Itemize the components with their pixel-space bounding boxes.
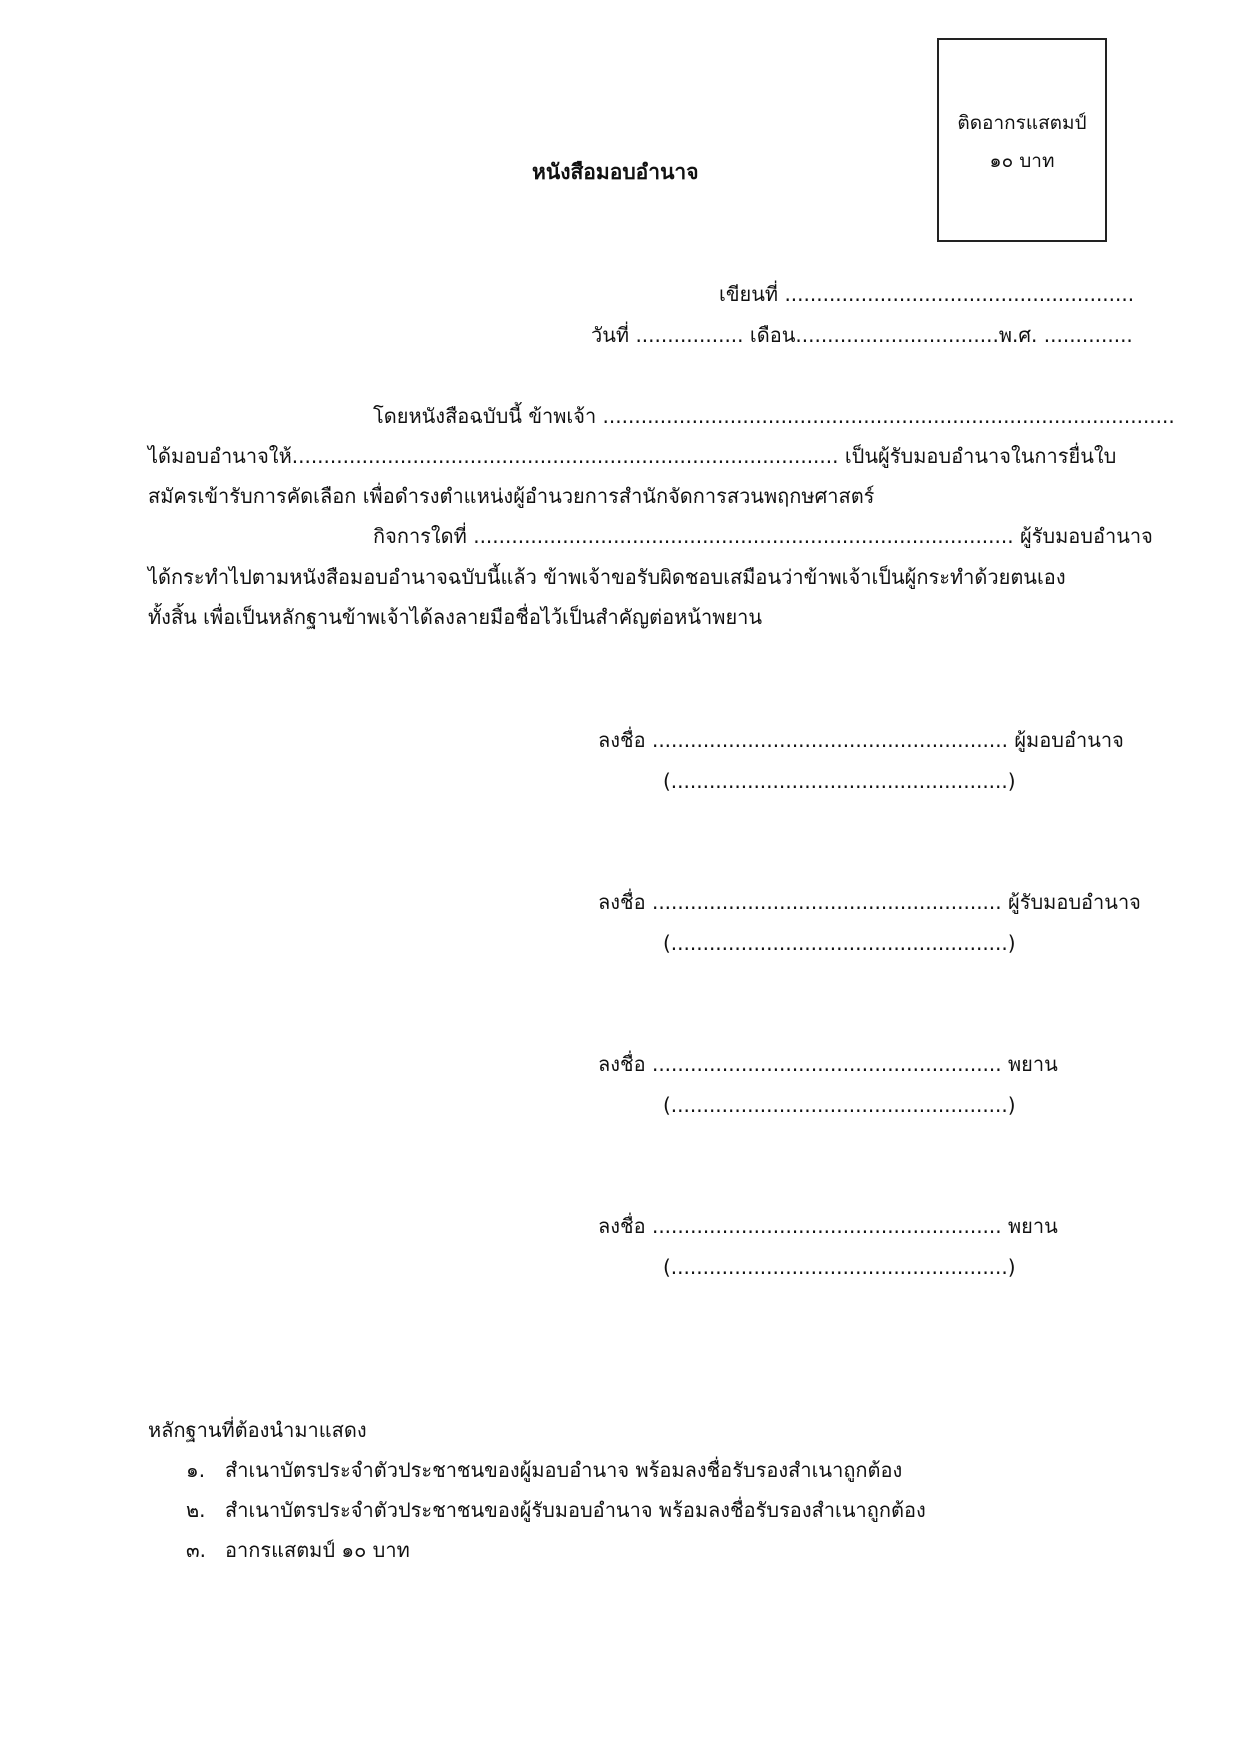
written-at-line: เขียนที่ ....................................................... (719, 282, 1135, 306)
evidence-item-number: ๓. (186, 1538, 207, 1562)
signature-grantor-line: ลงชื่อ ........................................................ ผู้มอบอำนาจ (598, 728, 1124, 752)
evidence-item-text: อากรแสตมป์ ๑๐ บาท (225, 1538, 410, 1562)
stamp-amount: ๑๐ บาท (989, 150, 1055, 172)
body-line-witness: ทั้งสิ้น เพื่อเป็นหลักฐานข้าพเจ้าได้ลงลายมือชื่อไว้เป็นสำคัญต่อหน้าพยาน (148, 605, 763, 629)
body-line-acts: กิจการใดที่ ..................................................................................... ผู้รับมอบอำนาจ (373, 524, 1153, 548)
body-line-responsibility: ได้กระทำไปตามหนังสือมอบอำนาจฉบับนี้แล้ว ข้าพเจ้าขอรับผิดชอบเสมือนว่าข้าพเจ้าเป็นผู้กระทำด้วยตนเอง (148, 565, 1066, 589)
evidence-heading: หลักฐานที่ต้องนำมาแสดง (148, 1418, 367, 1442)
evidence-item-number: ๒. (186, 1498, 206, 1522)
evidence-item-text: สำเนาบัตรประจำตัวประชาชนของผู้มอบอำนาจ พร้อมลงชื่อรับรองสำเนาถูกต้อง (225, 1458, 903, 1482)
body-line-grantee: ได้มอบอำนาจให้...................................................................................... เป็นผู้รับมอบอำนาจในการยื่นใบ (148, 444, 1117, 468)
evidence-item-text: สำเนาบัตรประจำตัวประชาชนของผู้รับมอบอำนาจ พร้อมลงชื่อรับรองสำเนาถูกต้อง (225, 1498, 926, 1522)
signature-witness2-name: (.....................................................) (663, 1255, 1016, 1279)
signature-witness1-name: (.....................................................) (663, 1093, 1016, 1117)
body-line-grantor: โดยหนังสือฉบับนี้ ข้าพเจ้า .......................................................................................... (373, 404, 1175, 428)
stamp-box (937, 38, 1107, 242)
date-line: วันที่ ................. เดือน................................พ.ศ. .............. (591, 323, 1133, 347)
body-line-purpose: สมัครเข้ารับการคัดเลือก เพื่อดำรงตำแหน่งผู้อำนวยการสำนักจัดการสวนพฤกษศาสตร์ (148, 484, 875, 508)
signature-witness2-line: ลงชื่อ ....................................................... พยาน (598, 1214, 1058, 1238)
signature-grantor-name: (.....................................................) (663, 769, 1016, 793)
document-title: หนังสือมอบอำนาจ (532, 160, 699, 184)
signature-grantee-line: ลงชื่อ ....................................................... ผู้รับมอบอำนาจ (598, 890, 1141, 914)
stamp-label: ติดอากรแสตมป์ (957, 112, 1087, 134)
evidence-item-number: ๑. (186, 1458, 206, 1482)
signature-grantee-name: (.....................................................) (663, 931, 1016, 955)
signature-witness1-line: ลงชื่อ ....................................................... พยาน (598, 1052, 1058, 1076)
